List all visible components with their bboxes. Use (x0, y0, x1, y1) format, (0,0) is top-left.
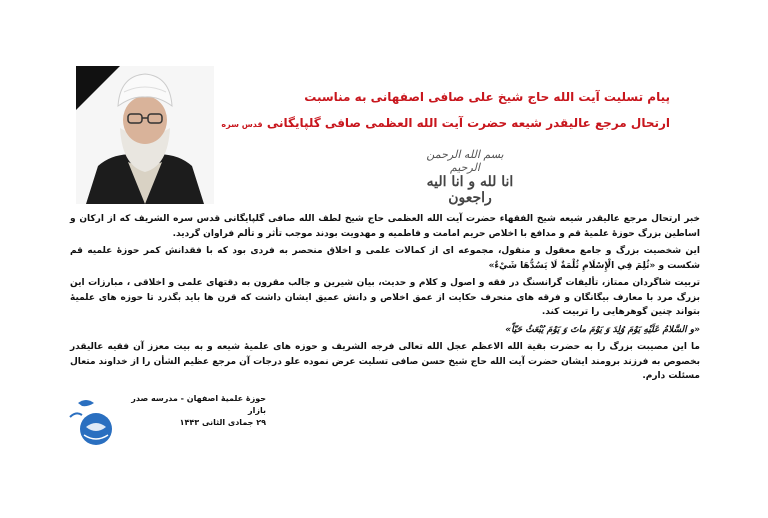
title-suffix: قدس سره (221, 120, 263, 129)
message-body (70, 212, 700, 387)
signature-institution: حوزهٔ علمیهٔ اصفهان - مدرسه صدر بازار (131, 394, 266, 415)
seal-logo-icon (64, 397, 124, 449)
signature (126, 393, 266, 429)
paragraph-2: این شخصیت بزرگ و جامع معقول و منقول، مجموعه ای از کمالات علمی و اخلاق منحصر به فردی بود که با فقدانش کمر حوزهٔ علمیه قم شکست و «ثُلِمَ فِي الْإِسْلَامِ ثُلْمَةٌ لَا يَسُدُّهَا شَيْءٌ» (70, 246, 700, 271)
paragraph-5: ما این مصیبت بزرگ را به حضرت بقیة الله الاعظم عجل الله تعالی فرجه الشریف و حوزه های علمیهٔ شیعه و به بیت معزز آن فقیه عالیقدر بخصوص به فرزند برومند ایشان حضرت آیت الله حاج شیخ حسن صافی تسلیت عرض نموده علو درجات آن مرجع عظیم الشأن را از خداوند متعال مسئلت دارم. (70, 342, 700, 381)
paragraph-3: تربیت شاگردان ممتاز، تألیفات گرانسنگ در فقه و اصول و کلام و حدیث، بیان شیرین و جالب مقرون به دقتهای علمی و اخلاقی ، مبارزات این بزرگ مرد با معارف بیگانگان و فرقه های منحرف حکایت از عمق اخلاص و دانش عمیق ایشان داشت که قرن ها باید بگذرد تا حوزه های علمیهٔ بتواند چنین گوهرهایی را تربیت کند. (70, 278, 700, 317)
title-line-2-text: ارتحال مرجع عالیقدر شیعه حضرت آیت الله العظمی صافی گلپایگانی (266, 116, 670, 130)
paragraph-1: خبر ارتحال مرجع عالیقدر شیعه شیخ الفقهاء حضرت آیت الله العظمی حاج شیخ لطف الله صافی گلپایگانی قدس سره الشریف که از ارکان و اساطین بزرگ حوزهٔ علمیهٔ قم و مدافع با اخلاص حریم امامت و فاطمیه و مهدویت بودند موجب تأثر و تألم فراوان گردید. (70, 214, 700, 239)
istirja-calligraphy: انا لله و انا الیه راجعون (426, 174, 514, 206)
mourning-ribbon (76, 66, 120, 110)
basmala-calligraphy: بسم الله الرحمن الرحیم (426, 148, 504, 174)
signature-date: ۲۹ جمادی الثانی ۱۴۴۳ (179, 418, 266, 427)
title-line-2 (130, 116, 670, 130)
title-line-1: پیام تسلیت آیت الله حاج شیخ علی صافی اصفهانی به مناسبت (304, 90, 670, 104)
paragraph-quote: «و السَّلامُ عَلَيْهِ يَوْمَ وُلِدَ وَ يَوْمَ ماتَ وَ يَوْمَ يُبْعَثُ حَيّاً» (505, 324, 700, 335)
